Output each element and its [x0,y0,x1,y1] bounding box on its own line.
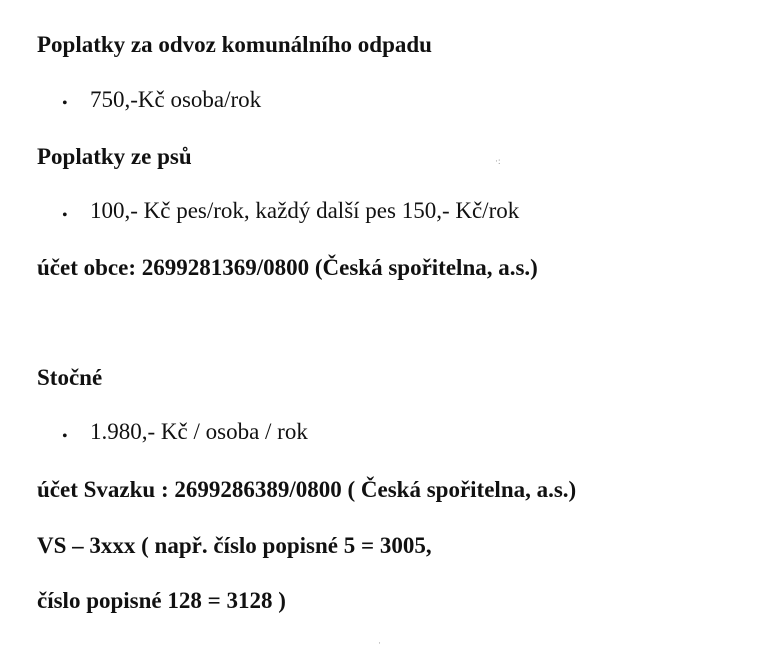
dog-fees-heading: Poplatky ze psů [37,144,192,169]
bullet-icon: • [62,207,68,224]
waste-fee-item: 750,-Kč osoba/rok [90,87,262,112]
sewage-fee-item: 1.980,- Kč / osoba / rok [90,419,308,444]
municipality-account: účet obce: 2699281369/0800 (Česká spořitelna, a.s.) [37,255,538,280]
dog-fee-item: 100,- Kč pes/rok, každý další pes 150,- Kč/rok [90,198,520,223]
variable-symbol-line-1: VS – 3xxx ( např. číslo popisné 5 = 3005, [37,533,432,558]
scan-speck: ·: [495,156,501,166]
union-account: účet Svazku : 2699286389/0800 ( Česká spořitelna, a.s.) [37,477,577,502]
sewage-heading: Stočné [37,365,103,390]
scan-speck: · [378,638,381,648]
waste-fees-heading: Poplatky za odvoz komunálního odpadu [37,32,432,57]
bullet-icon: • [62,428,68,445]
bullet-icon: • [62,95,68,112]
variable-symbol-line-2: číslo popisné 128 = 3128 ) [37,588,286,613]
